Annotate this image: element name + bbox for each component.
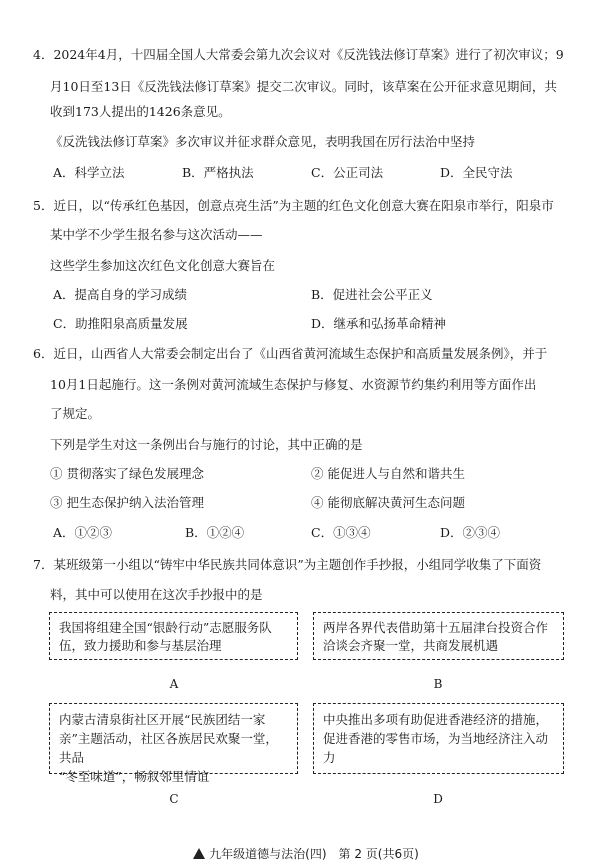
box-a-line-2: 伍，致力援助和参与基层治理 [59, 638, 222, 653]
footer-text: 九年级道德与法治(四) 第 2 页(共6页) [209, 847, 419, 861]
q6-statement-2: ② 能促进人与自然和谐共生 [311, 466, 465, 481]
q6-line-1: 6．近日，山西省人大常委会制定出台了《山西省黄河流域生态保护和高质量发展条例》，并于 [33, 346, 548, 361]
q4-option-a[interactable]: A．科学立法 [53, 165, 125, 180]
q7-box-label-d: D [433, 792, 443, 806]
q7-line-1: 7．某班级第一小组以“铸牢中华民族共同体意识”为主题创作手抄报，小组同学收集了下面资 [33, 557, 542, 572]
q5-line-1: 5．近日，以“传承红色基因，创意点亮生活”为主题的红色文化创意大赛在阳泉市举行，阳泉市 [33, 198, 554, 213]
box-c-line-3: “冬至味道”，畅叙邻里情谊 [59, 769, 210, 784]
q4-line-1: 4．2024年4月，十四届全国人大常委会第九次会议对《反洗钱法修订草案》进行了初次审议；9 [33, 47, 564, 62]
q7-box-label-b: B [433, 677, 443, 691]
q7-stem: 料，其中可以使用在这次手抄报中的是 [50, 587, 263, 602]
q4-line-2: 月10日至13日《反洗钱法修订草案》提交二次审议。同时，该草案在公开征求意见期间，共 [50, 79, 557, 94]
box-d-line-3: 力 [323, 750, 336, 765]
box-c-line-2: 亲”主题活动，社区各族居民欢聚一堂，共品 [59, 731, 278, 765]
q6-statement-3: ③ 把生态保护纳入法治管理 [50, 495, 204, 510]
q6-option-b[interactable]: B．①②④ [185, 525, 245, 540]
q6-statement-1: ① 贯彻落实了绿色发展理念 [50, 466, 204, 481]
box-d-line-1: 中央推出多项有助促进香港经济的措施， [323, 712, 549, 727]
box-b-line-2: 洽谈会齐聚一堂，共商发展机遇 [323, 638, 499, 653]
q7-box-label-a: A [169, 677, 179, 691]
q4-line-3: 收到173人提出的1426条意见。 [50, 104, 231, 119]
q5-option-d[interactable]: D．继承和弘扬革命精神 [311, 316, 447, 331]
page-footer [0, 845, 612, 862]
q6-option-d[interactable]: D．②③④ [440, 525, 501, 540]
q7-material-box-d[interactable] [313, 703, 564, 774]
box-d-line-2: 促进香港的零售市场，为当地经济注入动 [323, 731, 549, 746]
q6-option-c[interactable]: C．①③④ [311, 525, 371, 540]
q5-option-c[interactable]: C．助推阳泉高质量发展 [53, 316, 188, 331]
box-b-line-1: 两岸各界代表借助第十五届津台投资合作 [323, 620, 549, 635]
q4-stem: 《反洗钱法修订草案》多次审议并征求群众意见，表明我国在厉行法治中坚持 [50, 134, 476, 149]
q4-option-c[interactable]: C．公正司法 [311, 165, 384, 180]
q4-option-d[interactable]: D．全民守法 [440, 165, 513, 180]
q6-line-2: 10月1日起施行。这一条例对黄河流域生态保护与修复、水资源节约集约利用等方面作出 [50, 377, 537, 392]
box-a-line-1: 我国将组建全国“银龄行动”志愿服务队 [59, 620, 272, 635]
q5-option-b[interactable]: B．促进社会公平正义 [311, 287, 433, 302]
q6-statement-4: ④ 能彻底解决黄河生态问题 [311, 495, 465, 510]
q7-material-box-b[interactable] [313, 612, 564, 660]
q4-option-b[interactable]: B．严格执法 [182, 165, 254, 180]
q6-stem: 下列是学生对这一条例出台与施行的讨论，其中正确的是 [50, 437, 363, 452]
box-c-line-1: 内蒙古清泉街社区开展“民族团结一家 [59, 712, 266, 727]
q7-box-label-c: C [169, 792, 179, 806]
q5-stem: 这些学生参加这次红色文化创意大赛旨在 [50, 258, 276, 273]
q5-option-a[interactable]: A．提高自身的学习成绩 [53, 287, 188, 302]
q6-option-a[interactable]: A．①②③ [53, 525, 113, 540]
q7-material-box-a[interactable] [49, 612, 298, 660]
q5-line-2: 某中学不少学生报名参与这次活动—— [50, 227, 263, 242]
q6-line-3: 了规定。 [50, 406, 101, 421]
q7-material-box-c[interactable] [49, 703, 298, 784]
logo-triangle-icon [193, 848, 205, 859]
